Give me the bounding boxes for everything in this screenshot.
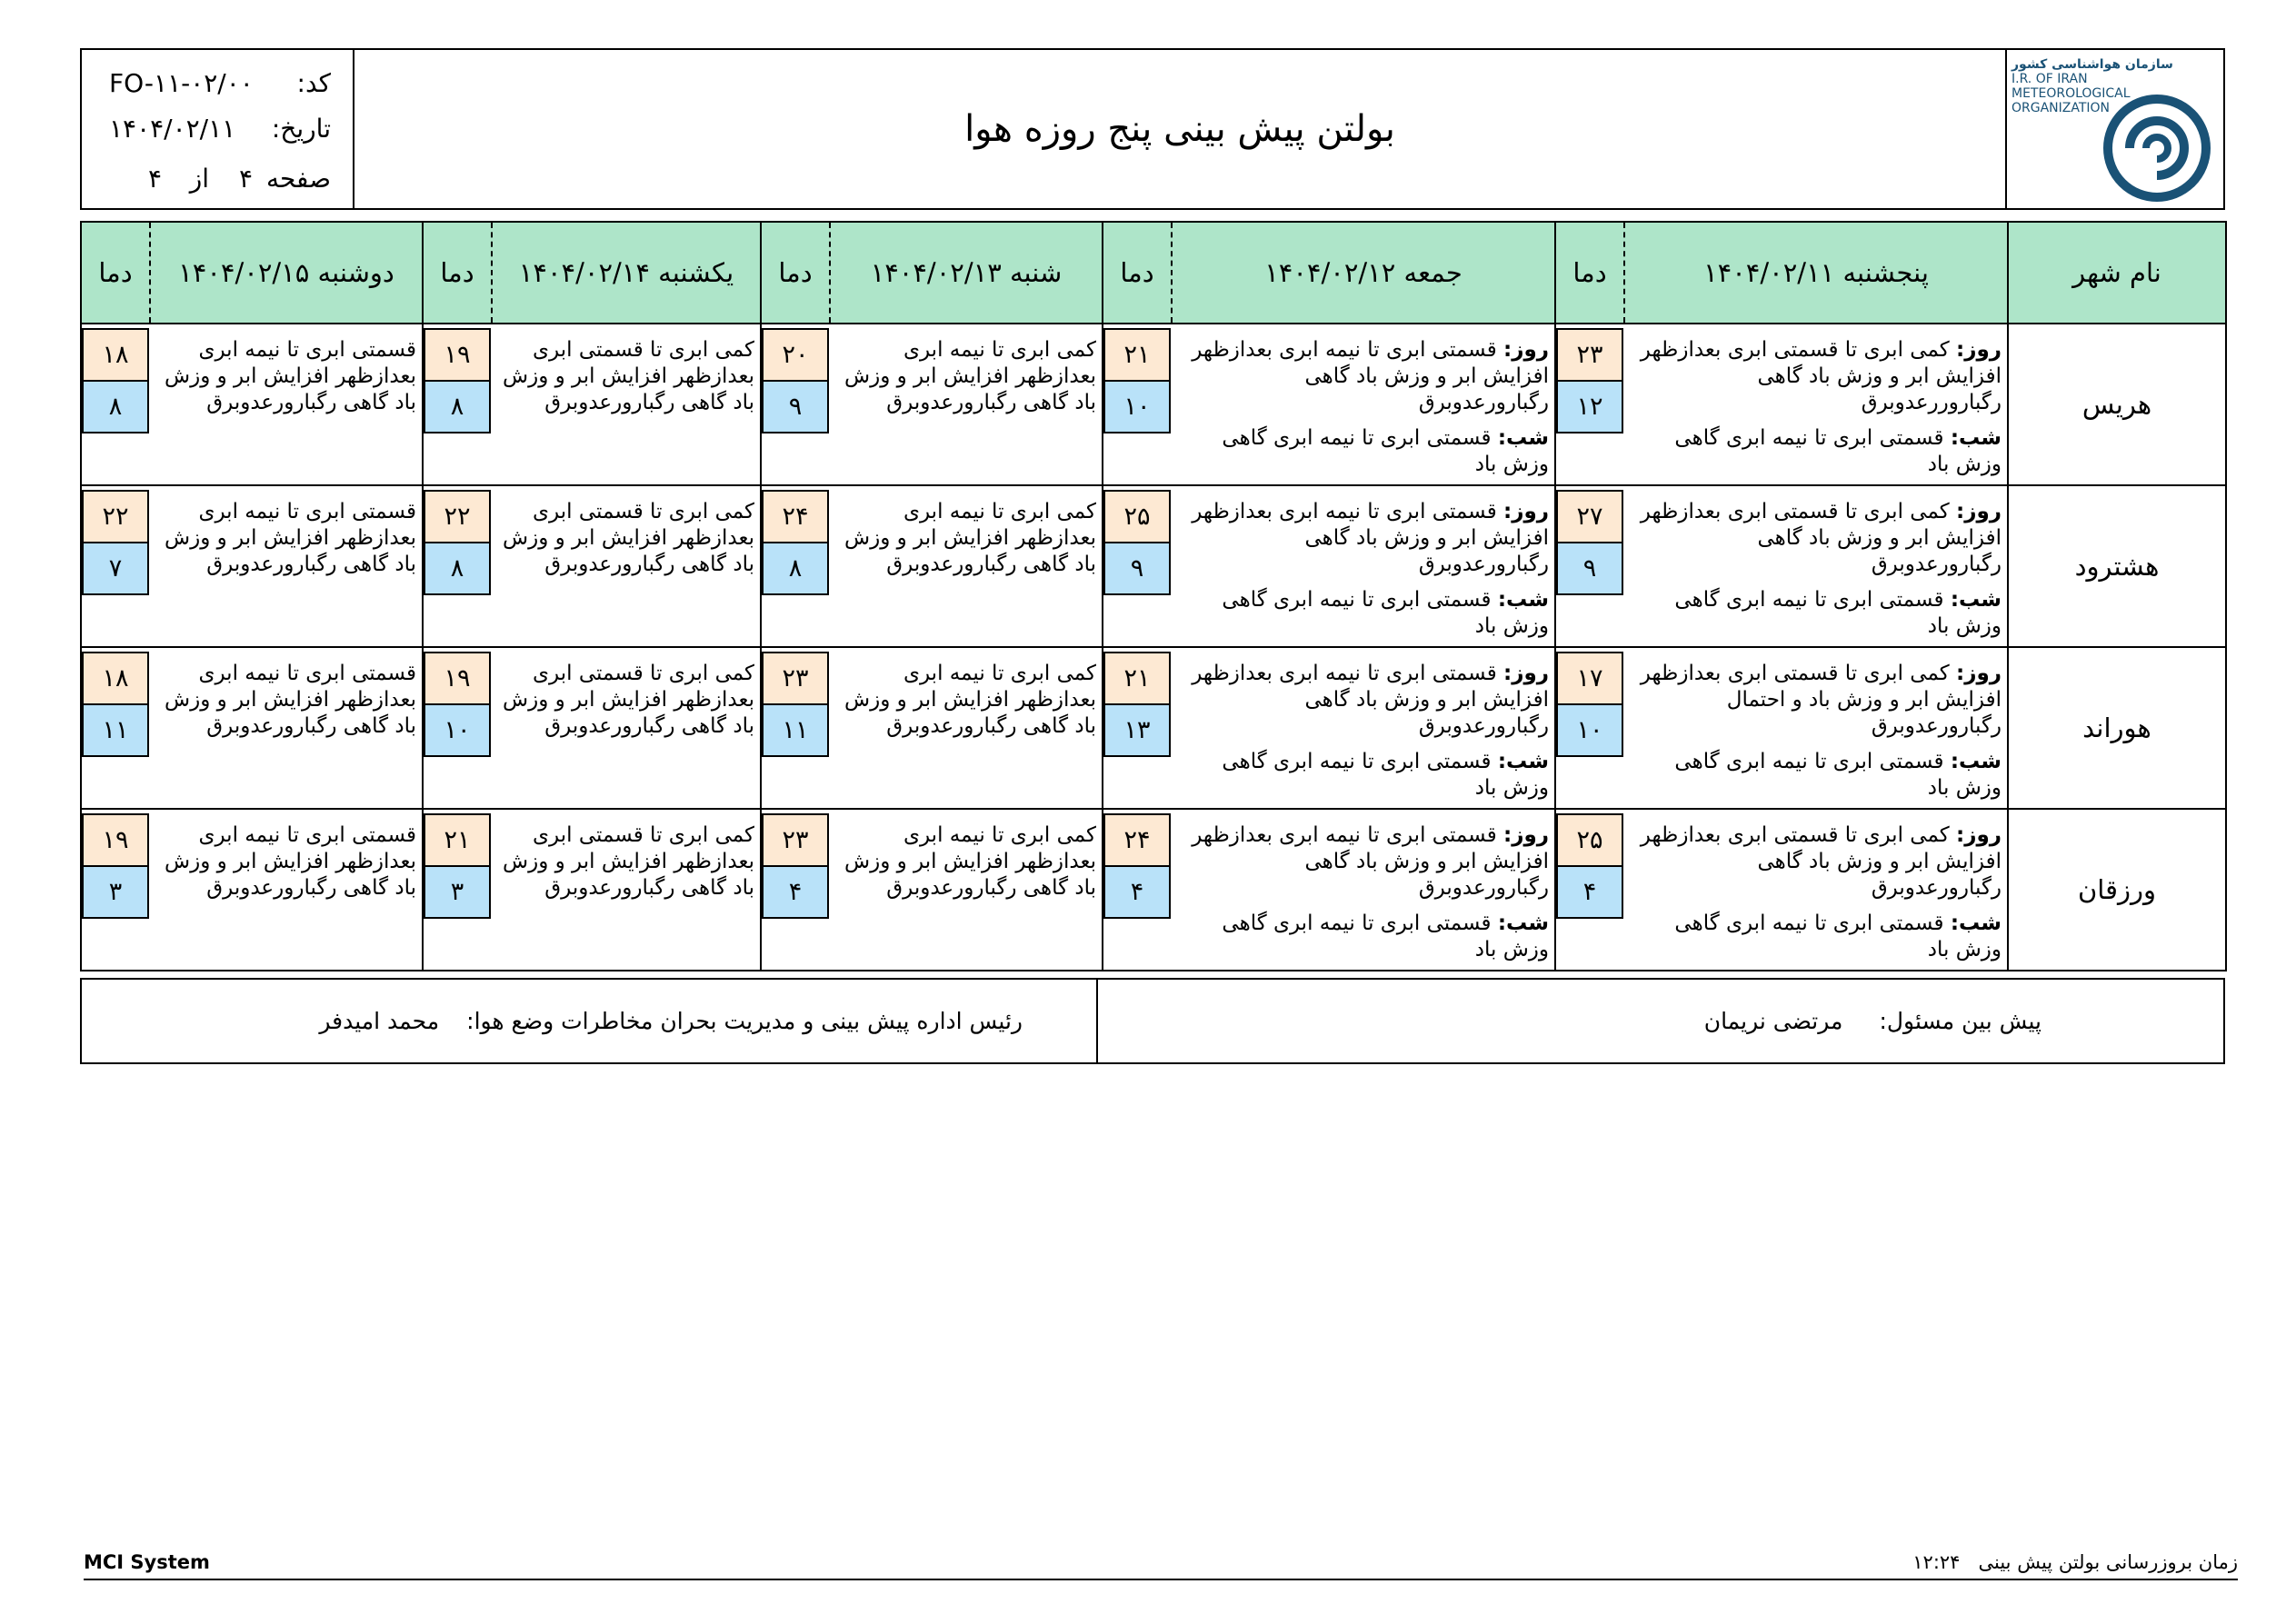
max-temperature: ۲۴ bbox=[1103, 813, 1171, 867]
night-forecast bbox=[1633, 749, 2002, 802]
temperature-cell bbox=[1555, 324, 1624, 485]
min-temperature: ۹ bbox=[1103, 542, 1171, 595]
page-of-label: از bbox=[189, 164, 209, 194]
max-temperature: ۲۵ bbox=[1103, 490, 1171, 543]
night-forecast-text: قسمتی ابری تا نیمه ابری گاهی وزش باد bbox=[1222, 588, 1549, 638]
max-temperature: ۲۱ bbox=[1103, 328, 1171, 382]
max-temperature: ۱۹ bbox=[424, 328, 491, 382]
night-label: شب: bbox=[1950, 426, 2002, 450]
forecast-text-cell bbox=[1172, 485, 1555, 647]
table-row bbox=[81, 324, 2226, 485]
page-footer bbox=[84, 1548, 2238, 1580]
day-forecast bbox=[1633, 661, 2002, 740]
city-column-header: نام شهر bbox=[2008, 222, 2226, 324]
head-label: رئیس اداره پیش بینی و مدیریت بحران مخاطرات وضع هوا: bbox=[466, 1008, 1023, 1034]
update-time: ۱۲:۲۴ bbox=[1912, 1551, 1961, 1573]
max-temperature: ۲۳ bbox=[762, 652, 829, 705]
forecast-text-cell bbox=[1172, 809, 1555, 971]
day-label: روز: bbox=[1503, 500, 1549, 523]
min-temperature: ۱۱ bbox=[82, 703, 149, 757]
forecast-text-cell bbox=[492, 485, 761, 647]
bulletin-header bbox=[80, 48, 2225, 210]
night-label: شب: bbox=[1950, 588, 2002, 612]
night-label: شب: bbox=[1497, 426, 1549, 450]
forecast-text-cell bbox=[492, 809, 761, 971]
forecast-text-cell bbox=[150, 485, 423, 647]
temperature-cell bbox=[423, 647, 492, 809]
page-label: صفحه bbox=[265, 164, 331, 194]
forecast-text: قسمتی ابری تا نیمه ابری بعدازظهر افزایش ابر و وزش باد گاهی رگبارورعدوبرق bbox=[165, 662, 416, 738]
day-forecast bbox=[1181, 661, 1549, 740]
day-column-header: پنجشنبه ۱۴۰۴/۰۲/۱۱ bbox=[1624, 222, 2008, 324]
day-forecast-text: کمی ابری تا قسمتی ابری بعدازظهر افزایش ابر و وزش باد گاهی رگبارورعدوبرق bbox=[1640, 823, 2002, 900]
update-info bbox=[1912, 1551, 2238, 1573]
forecast-text: کمی ابری تا قسمتی ابری بعدازظهر افزایش ابر و وزش باد گاهی رگبارورعدوبرق bbox=[503, 500, 754, 576]
temp-column-header: دما bbox=[761, 222, 830, 324]
forecast-text-cell bbox=[1624, 324, 2008, 485]
forecast-text-cell bbox=[150, 324, 423, 485]
day-forecast bbox=[1181, 822, 1549, 902]
night-label: شب: bbox=[1950, 750, 2002, 773]
max-temperature: ۲۲ bbox=[424, 490, 491, 543]
night-forecast-text: قسمتی ابری تا نیمه ابری گاهی وزش باد bbox=[1674, 912, 2002, 961]
day-forecast-text: کمی ابری تا قسمتی ابری بعدازظهر افزایش ابر و وزش باد و احتمال رگبارورعدوبرق bbox=[1640, 662, 2002, 738]
temperature-cell bbox=[1103, 647, 1172, 809]
forecast-text: کمی ابری تا قسمتی ابری بعدازظهر افزایش ابر و وزش باد گاهی رگبارورعدوبرق bbox=[503, 823, 754, 900]
min-temperature: ۷ bbox=[82, 542, 149, 595]
page-title: بولتن پیش بینی پنج روزه هوا bbox=[964, 108, 1395, 150]
page-current: ۴ bbox=[238, 164, 253, 194]
forecast-text-cell bbox=[1172, 324, 1555, 485]
max-temperature: ۲۱ bbox=[1103, 652, 1171, 705]
city-name: هریس bbox=[2008, 324, 2226, 485]
day-forecast-text: قسمتی ابری تا نیمه ابری بعدازظهر افزایش ابر و وزش باد گاهی رگبارورعدوبرق bbox=[1192, 500, 1549, 576]
night-label: شب: bbox=[1497, 588, 1549, 612]
night-label: شب: bbox=[1497, 750, 1549, 773]
min-temperature: ۴ bbox=[1556, 865, 1623, 919]
day-column-header: یکشنبه ۱۴۰۴/۰۲/۱۴ bbox=[492, 222, 761, 324]
max-temperature: ۱۸ bbox=[82, 652, 149, 705]
logo-text-en-1: I.R. OF IRAN bbox=[2011, 72, 2088, 86]
forecast-text-cell bbox=[830, 485, 1103, 647]
min-temperature: ۸ bbox=[424, 542, 491, 595]
night-forecast bbox=[1633, 425, 2002, 478]
min-temperature: ۳ bbox=[424, 865, 491, 919]
temp-column-header: دما bbox=[81, 222, 150, 324]
page-total: ۴ bbox=[147, 164, 162, 194]
day-forecast bbox=[1181, 337, 1549, 416]
forecast-text: کمی ابری تا نیمه ابری بعدازظهر افزایش ابر و وزش باد گاهی رگبارورعدوبرق bbox=[844, 823, 1096, 900]
temperature-cell bbox=[1555, 809, 1624, 971]
day-column-header: جمعه ۱۴۰۴/۰۲/۱۲ bbox=[1172, 222, 1555, 324]
day-forecast-text: کمی ابری تا قسمتی ابری بعدازظهر افزایش ابر و وزش باد گاهی رگبارورعدوبرق bbox=[1640, 500, 2002, 576]
night-forecast bbox=[1181, 911, 1549, 963]
forecast-text-cell bbox=[1624, 809, 2008, 971]
night-forecast bbox=[1181, 587, 1549, 640]
day-label: روز: bbox=[1503, 338, 1549, 362]
forecast-text-cell bbox=[830, 647, 1103, 809]
min-temperature: ۹ bbox=[762, 380, 829, 433]
max-temperature: ۱۹ bbox=[424, 652, 491, 705]
day-column-header: شنبه ۱۴۰۴/۰۲/۱۳ bbox=[830, 222, 1103, 324]
organization-logo bbox=[2005, 50, 2223, 208]
forecast-text: قسمتی ابری تا نیمه ابری بعدازظهر افزایش ابر و وزش باد گاهی رگبارورعدوبرق bbox=[165, 500, 416, 576]
temperature-cell bbox=[1103, 485, 1172, 647]
day-forecast bbox=[1633, 337, 2002, 416]
min-temperature: ۱۲ bbox=[1556, 380, 1623, 433]
forecast-table bbox=[80, 221, 2227, 971]
forecast-text: کمی ابری تا نیمه ابری بعدازظهر افزایش ابر و وزش باد گاهی رگبارورعدوبرق bbox=[844, 662, 1096, 738]
temperature-cell bbox=[1555, 485, 1624, 647]
forecast-text: کمی ابری تا نیمه ابری بعدازظهر افزایش ابر و وزش باد گاهی رگبارورعدوبرق bbox=[844, 500, 1096, 576]
max-temperature: ۱۹ bbox=[82, 813, 149, 867]
forecast-text-cell bbox=[492, 324, 761, 485]
temp-column-header: دما bbox=[423, 222, 492, 324]
forecast-text: کمی ابری تا قسمتی ابری بعدازظهر افزایش ابر و وزش باد گاهی رگبارورعدوبرق bbox=[503, 338, 754, 414]
max-temperature: ۲۷ bbox=[1556, 490, 1623, 543]
max-temperature: ۱۷ bbox=[1556, 652, 1623, 705]
day-forecast bbox=[1633, 822, 2002, 902]
logo-text-en-3: ORGANIZATION bbox=[2011, 101, 2111, 115]
head-name: محمد امیدفر bbox=[319, 1008, 440, 1034]
max-temperature: ۲۴ bbox=[762, 490, 829, 543]
city-name: هوراند bbox=[2008, 647, 2226, 809]
night-forecast-text: قسمتی ابری تا نیمه ابری گاهی وزش باد bbox=[1674, 426, 2002, 476]
night-label: شب: bbox=[1497, 912, 1549, 935]
night-forecast-text: قسمتی ابری تا نیمه ابری گاهی وزش باد bbox=[1674, 750, 2002, 800]
day-label: روز: bbox=[1956, 662, 2002, 685]
night-forecast bbox=[1633, 587, 2002, 640]
city-name: ورزقان bbox=[2008, 809, 2226, 971]
temperature-cell bbox=[1103, 324, 1172, 485]
logo-text-fa: سازمان هواشناسی کشور bbox=[2011, 57, 2173, 72]
night-forecast-text: قسمتی ابری تا نیمه ابری گاهی وزش باد bbox=[1674, 588, 2002, 638]
min-temperature: ۱۰ bbox=[1103, 380, 1171, 433]
document-meta bbox=[82, 50, 354, 208]
forecast-text-cell bbox=[830, 324, 1103, 485]
day-forecast bbox=[1633, 499, 2002, 578]
min-temperature: ۴ bbox=[1103, 865, 1171, 919]
night-forecast bbox=[1633, 911, 2002, 963]
min-temperature: ۱۰ bbox=[1556, 703, 1623, 757]
min-temperature: ۸ bbox=[82, 380, 149, 433]
forecast-text-cell bbox=[1624, 647, 2008, 809]
forecast-text-cell bbox=[492, 647, 761, 809]
forecast-text-cell bbox=[1624, 485, 2008, 647]
min-temperature: ۱۰ bbox=[424, 703, 491, 757]
forecaster-name: مرتضی نریمان bbox=[1703, 1008, 1843, 1034]
day-label: روز: bbox=[1956, 500, 2002, 523]
day-label: روز: bbox=[1503, 823, 1549, 847]
day-forecast-text: کمی ابری تا قسمتی ابری بعدازظهر افزایش ابر و وزش باد گاهی رگباروررعدوبرق bbox=[1640, 338, 2002, 414]
forecast-text: قسمتی ابری تا نیمه ابری بعدازظهر افزایش ابر و وزش باد گاهی رگبارورعدوبرق bbox=[165, 338, 416, 414]
min-temperature: ۱۱ bbox=[762, 703, 829, 757]
forecast-text: کمی ابری تا قسمتی ابری بعدازظهر افزایش ابر و وزش باد گاهی رگبارورعدوبرق bbox=[503, 662, 754, 738]
day-label: روز: bbox=[1956, 823, 2002, 847]
update-label: زمان بروزرسانی بولتن پیش بینی bbox=[1978, 1551, 2238, 1573]
min-temperature: ۹ bbox=[1556, 542, 1623, 595]
min-temperature: ۸ bbox=[424, 380, 491, 433]
head-section bbox=[82, 980, 1100, 1062]
max-temperature: ۱۸ bbox=[82, 328, 149, 382]
code-value: FO-۱۱-۰۲/۰۰ bbox=[109, 68, 254, 98]
max-temperature: ۲۵ bbox=[1556, 813, 1623, 867]
code-label: کد: bbox=[296, 68, 331, 98]
day-label: روز: bbox=[1956, 338, 2002, 362]
forecast-text-cell bbox=[830, 809, 1103, 971]
max-temperature: ۲۳ bbox=[1556, 328, 1623, 382]
temperature-cell bbox=[1555, 647, 1624, 809]
temperature-cell bbox=[761, 809, 830, 971]
day-forecast-text: قسمتی ابری تا نیمه ابری بعدازظهر افزایش ابر و وزش باد گاهی رگبارورعدوبرق bbox=[1192, 338, 1549, 414]
night-forecast bbox=[1181, 749, 1549, 802]
temp-column-header: دما bbox=[1555, 222, 1624, 324]
max-temperature: ۲۲ bbox=[82, 490, 149, 543]
forecaster-label: پیش بین مسئول: bbox=[1879, 1008, 2041, 1034]
temperature-cell bbox=[761, 485, 830, 647]
temperature-cell bbox=[81, 647, 150, 809]
temperature-cell bbox=[423, 485, 492, 647]
min-temperature: ۸ bbox=[762, 542, 829, 595]
logo-text-en-2: METEOROLOGICAL bbox=[2011, 86, 2131, 101]
spiral-logo-icon bbox=[2102, 94, 2211, 203]
night-forecast-text: قسمتی ابری تا نیمه ابری گاهی وزش باد bbox=[1222, 912, 1549, 961]
day-forecast bbox=[1181, 499, 1549, 578]
city-name: هشترود bbox=[2008, 485, 2226, 647]
night-forecast-text: قسمتی ابری تا نیمه ابری گاهی وزش باد bbox=[1222, 426, 1549, 476]
date-value: ۱۴۰۴/۰۲/۱۱ bbox=[109, 114, 236, 144]
night-forecast-text: قسمتی ابری تا نیمه ابری گاهی وزش باد bbox=[1222, 750, 1549, 800]
day-label: روز: bbox=[1503, 662, 1549, 685]
night-forecast bbox=[1181, 425, 1549, 478]
forecast-text-cell bbox=[150, 647, 423, 809]
forecaster-section bbox=[1096, 980, 2223, 1062]
temperature-cell bbox=[81, 485, 150, 647]
temperature-cell bbox=[423, 324, 492, 485]
table-header-row bbox=[81, 222, 2226, 324]
table-row bbox=[81, 485, 2226, 647]
min-temperature: ۳ bbox=[82, 865, 149, 919]
signature-box bbox=[80, 978, 2225, 1064]
day-forecast-text: قسمتی ابری تا نیمه ابری بعدازظهر افزایش ابر و وزش باد گاهی رگبارورعدوبرق bbox=[1192, 662, 1549, 738]
min-temperature: ۱۳ bbox=[1103, 703, 1171, 757]
day-forecast-text: قسمتی ابری تا نیمه ابری بعدازظهر افزایش ابر و وزش باد گاهی رگبارورعدوبرق bbox=[1192, 823, 1549, 900]
max-temperature: ۲۱ bbox=[424, 813, 491, 867]
temperature-cell bbox=[1103, 809, 1172, 971]
system-name: MCI System bbox=[84, 1551, 210, 1573]
forecast-text-cell bbox=[150, 809, 423, 971]
temperature-cell bbox=[81, 809, 150, 971]
day-column-header: دوشنبه ۱۴۰۴/۰۲/۱۵ bbox=[150, 222, 423, 324]
max-temperature: ۲۳ bbox=[762, 813, 829, 867]
min-temperature: ۴ bbox=[762, 865, 829, 919]
forecast-text-cell bbox=[1172, 647, 1555, 809]
temp-column-header: دما bbox=[1103, 222, 1172, 324]
max-temperature: ۲۰ bbox=[762, 328, 829, 382]
temperature-cell bbox=[761, 324, 830, 485]
temperature-cell bbox=[81, 324, 150, 485]
table-row bbox=[81, 647, 2226, 809]
forecast-text: کمی ابری تا نیمه ابری بعدازظهر افزایش ابر و وزش باد گاهی رگبارورعدوبرق bbox=[844, 338, 1096, 414]
forecast-text: قسمتی ابری تا نیمه ابری بعدازظهر افزایش ابر و وزش باد گاهی رگبارورعدوبرق bbox=[165, 823, 416, 900]
temperature-cell bbox=[423, 809, 492, 971]
date-label: تاریخ: bbox=[271, 114, 331, 144]
night-label: شب: bbox=[1950, 912, 2002, 935]
table-row bbox=[81, 809, 2226, 971]
temperature-cell bbox=[761, 647, 830, 809]
